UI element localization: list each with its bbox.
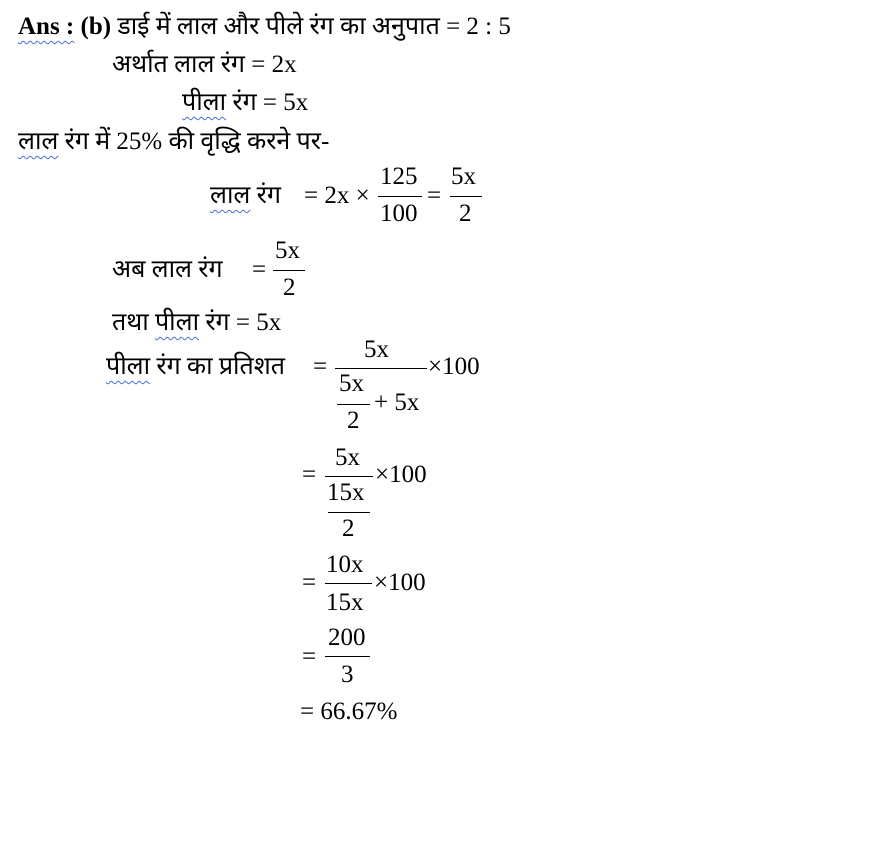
eq7-bar bbox=[325, 656, 370, 657]
yellow-word: पीला bbox=[106, 353, 151, 380]
color-word: रंग bbox=[256, 182, 281, 209]
eq1-f2-bar bbox=[450, 196, 482, 197]
arthat-word: अर्थात bbox=[112, 51, 168, 78]
eq7-den: 3 bbox=[341, 661, 354, 688]
eq4-den-num: 5x bbox=[339, 370, 364, 397]
increase-text: रंग में 25% की वृद्धि करने पर- bbox=[64, 128, 330, 155]
eq6-den: 15x bbox=[326, 589, 364, 616]
answer-option: (b) bbox=[80, 13, 112, 40]
eq5-num: 5x bbox=[335, 444, 360, 471]
eq4-times: ×100 bbox=[428, 353, 480, 380]
eq2-num: 5x bbox=[275, 237, 300, 264]
eq1-f1-num: 125 bbox=[380, 163, 418, 190]
red-word: लाल bbox=[210, 182, 251, 209]
eq1-expr: = 2x × bbox=[304, 182, 370, 209]
eq5-den-num: 15x bbox=[327, 479, 365, 506]
answer-label: Ans : bbox=[18, 13, 75, 40]
eq2-label: अब लाल रंग bbox=[112, 256, 223, 283]
eq5-equals: = bbox=[302, 461, 317, 488]
yellow-ratio-value: रंग = 5x bbox=[232, 89, 309, 116]
eq1-f2-num: 5x bbox=[451, 163, 476, 190]
eq6-bar bbox=[325, 583, 372, 584]
eq7-equals: = bbox=[302, 643, 317, 670]
yellow-ratio-line bbox=[182, 88, 308, 118]
answer-line bbox=[18, 12, 511, 42]
final-result: = 66.67% bbox=[300, 698, 398, 725]
eq1-equals: = bbox=[427, 182, 442, 209]
eq2-equals: = bbox=[252, 256, 267, 283]
eq6-equals: = bbox=[302, 569, 317, 596]
eq5-den-den: 2 bbox=[342, 515, 355, 542]
red-ratio-line bbox=[112, 50, 297, 80]
eq5-main-bar bbox=[325, 476, 373, 477]
eq4-num: 5x bbox=[364, 336, 389, 363]
eq6-num: 10x bbox=[326, 551, 364, 578]
tatha-word: तथा bbox=[112, 309, 149, 336]
yellow-word: पीला bbox=[154, 309, 200, 336]
eq4-rest: रंग का प्रतिशत bbox=[156, 353, 286, 380]
eq2-den: 2 bbox=[283, 274, 296, 301]
eq7-num: 200 bbox=[328, 624, 366, 651]
eq1-f1-den: 100 bbox=[380, 200, 418, 227]
eq3-rest: रंग = 5x bbox=[205, 309, 282, 336]
eq5-den-bar bbox=[328, 512, 370, 513]
red-word: लाल bbox=[18, 128, 59, 155]
increase-line bbox=[18, 127, 329, 157]
eq1-f1-bar bbox=[378, 196, 422, 197]
equation-yellow bbox=[112, 308, 281, 338]
eq5-times: ×100 bbox=[375, 461, 427, 488]
red-color-word: लाल रंग bbox=[174, 51, 245, 78]
eq6-times: ×100 bbox=[374, 569, 426, 596]
red-ratio-value: = 2x bbox=[251, 51, 297, 78]
eq2-bar bbox=[273, 270, 305, 271]
question-text: डाई में लाल और पीले रंग का अनुपात = 2 : 5 bbox=[117, 13, 511, 40]
yellow-word: पीला bbox=[182, 89, 227, 116]
eq4-den-bar bbox=[337, 404, 370, 405]
eq4-den-plus: + 5x bbox=[374, 389, 420, 416]
eq4-equals: = bbox=[313, 353, 328, 380]
eq1-f2-den: 2 bbox=[459, 200, 472, 227]
eq4-den-den: 2 bbox=[347, 407, 360, 434]
